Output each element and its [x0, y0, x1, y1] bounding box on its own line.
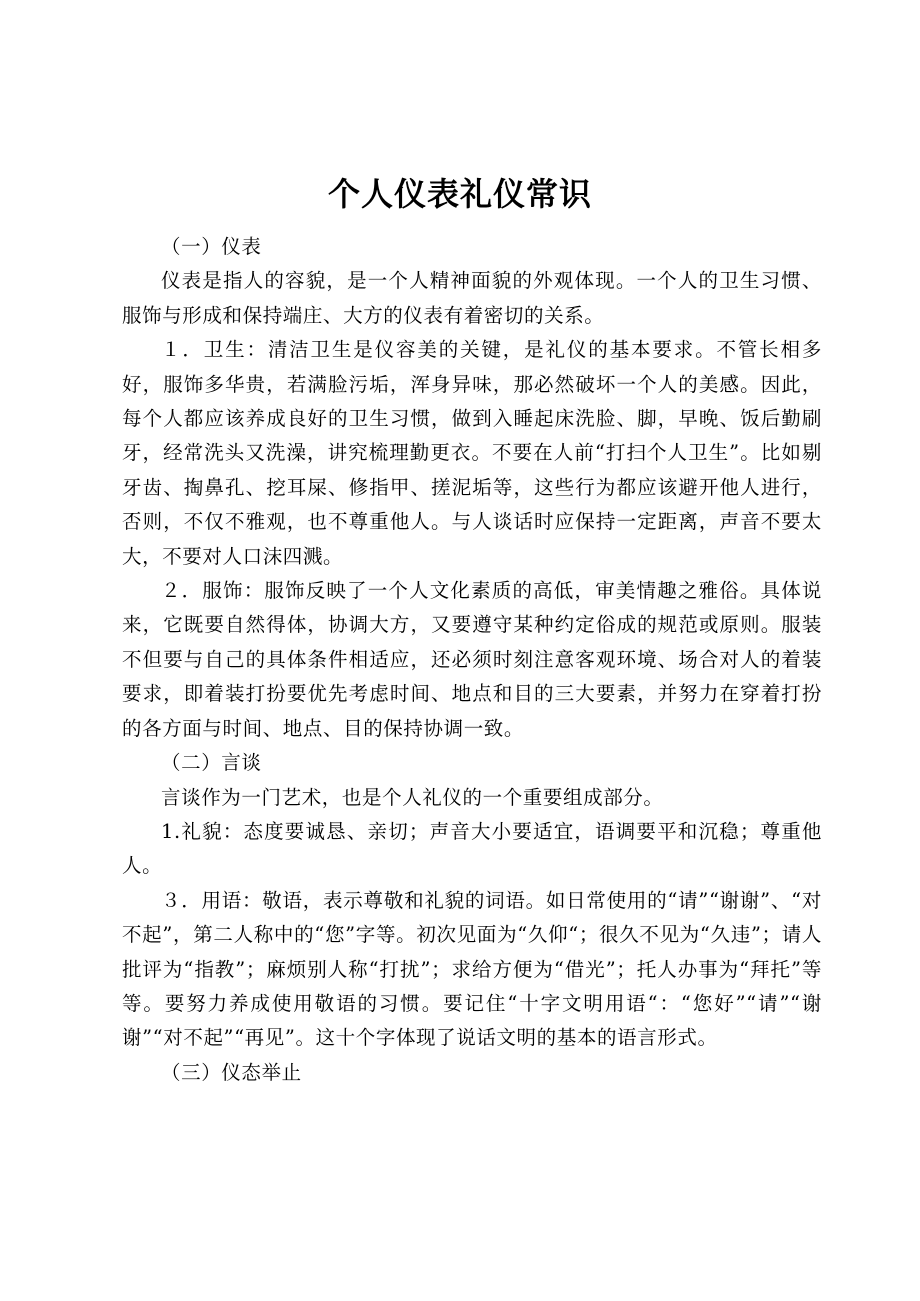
section-heading-speech: （二）言谈: [161, 751, 262, 775]
paragraph-clothing: ２．服饰：服饰反映了一个人文化素质的高低，审美情趣之雅俗。具体说来，它既要自然得体，协调大方，又要遵守某种约定俗成的规范或原则。服装不但要与自己的具体条件相适应，还必须时刻注意客观环境、场合对人的着装要求，即着装打扮要优先考虑时间、地点和目的三大要素，并努力在穿着打扮的各方面与时间、地点、目的保持协调一致。: [122, 579, 822, 740]
document-body: [122, 230, 822, 1090]
paragraph-appearance-intro: 仪表是指人的容貌，是一个人精神面貌的外观体现。一个人的卫生习惯、服饰与形成和保持端庄、大方的仪表有着密切的关系。: [122, 269, 822, 327]
paragraph-speech-intro: 言谈作为一门艺术，也是个人礼仪的一个重要组成部分。: [161, 785, 664, 809]
paragraph-hygiene: １．卫生：清洁卫生是仪容美的关键，是礼仪的基本要求。不管长相多好，服饰多华贵，若满脸污垢，浑身异味，那必然破坏一个人的美感。因此，每个人都应该养成良好的卫生习惯，做到入睡起床洗脸、脚，早晚、饭后勤刷牙，经常洗头又洗澡，讲究梳理勤更衣。不要在人前“打扫个人卫生”。比如剔牙齿、掏鼻孔、挖耳屎、修指甲、搓泥垢等，这些行为都应该避开他人进行，否则，不仅不雅观，也不尊重他人。与人谈话时应保持一定距离，声音不要太大，不要对人口沫四溅。: [122, 338, 822, 568]
paragraph-courtesy: 1.礼貌：态度要诚恳、亲切；声音大小要适宜，语调要平和沉稳；尊重他人。: [122, 819, 822, 878]
section-heading-appearance: （一）仪表: [161, 235, 262, 258]
paragraph-polite-terms: ３．用语：敬语，表示尊敬和礼貌的词语。如日常使用的“请”“谢谢”、“对不起”，第二人称中的“您”字等。初次见面为“久仰“；很久不见为“久违”；请人批评为“指教”；麻烦别人称“打扰”；求给方便为“借光”；托人办事为“拜托”等等。要努力养成使用敬语的习惯。要记住“十字文明用语“：“您好”“请”“谢谢”“对不起”“再见”。这十个字体现了说话文明的基本的语言形式。: [122, 888, 822, 1050]
page-title: 个人仪表礼仪常识: [327, 175, 592, 213]
section-heading-demeanor: （三）仪态举止: [161, 1060, 302, 1084]
